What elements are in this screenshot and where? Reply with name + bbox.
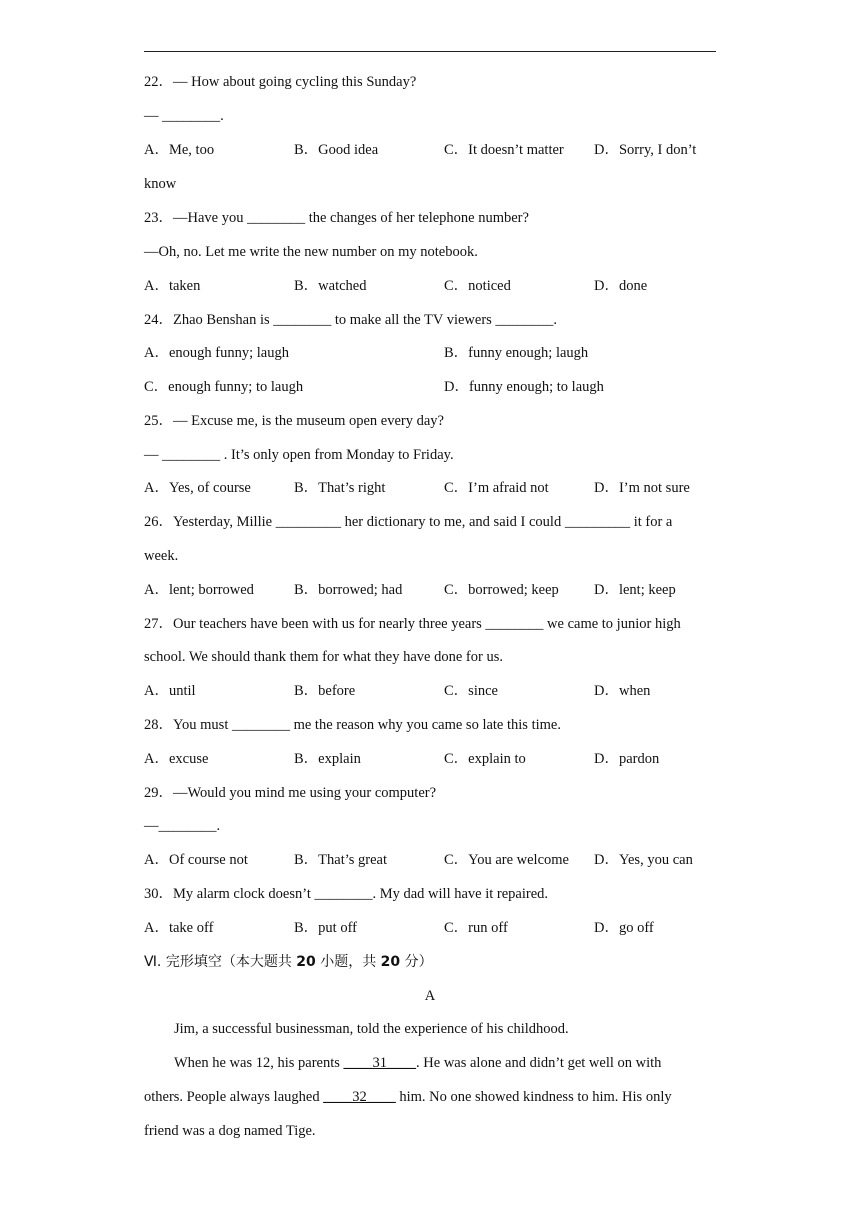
option-a: A．Me, too xyxy=(144,142,215,158)
option-c: C．I’m afraid not xyxy=(444,480,549,496)
option-b: B．Good idea xyxy=(294,142,379,158)
option-b: B．funny enough; laugh xyxy=(444,345,589,361)
passage-label: A xyxy=(424,988,436,1004)
option-c: C．run off xyxy=(444,920,508,936)
option-b: B．borrowed; had xyxy=(294,582,403,598)
question-22-answer-line: — ________. xyxy=(144,108,224,124)
question-29-answer-line: —________. xyxy=(144,818,221,834)
option-c: C．enough funny; to laugh xyxy=(144,379,304,395)
passage-line-3 xyxy=(144,1087,672,1107)
blank-32: ____32____ xyxy=(323,1089,396,1105)
option-d: D．go off xyxy=(594,920,654,936)
question-23-answer-line: —Oh, no. Let me write the new number on my notebook. xyxy=(144,244,478,260)
option-d: D．pardon xyxy=(594,751,660,767)
question-26-stem-continued: week. xyxy=(144,548,179,564)
option-b: B．put off xyxy=(294,920,357,936)
option-a: A．Of course not xyxy=(144,852,248,868)
option-a: A．take off xyxy=(144,920,214,936)
question-25-stem: 25．— Excuse me, is the museum open every day? xyxy=(144,413,444,429)
blank-31: ____31____ xyxy=(343,1055,417,1071)
option-a: A．lent; borrowed xyxy=(144,582,254,598)
option-a: A．Yes, of course xyxy=(144,480,251,496)
option-c: C．noticed xyxy=(444,278,511,294)
passage-paragraph-1: Jim, a successful businessman, told the experience of his childhood. xyxy=(174,1021,569,1037)
option-a: A．taken xyxy=(144,278,201,294)
section-count: 20 xyxy=(296,954,316,970)
option-d: D．done xyxy=(594,278,648,294)
section-score: 20 xyxy=(380,954,401,970)
question-30-stem: 30．My alarm clock doesn’t ________. My dad will have it repaired. xyxy=(144,886,549,902)
question-28-stem: 28．You must ________ me the reason why you came so late this time. xyxy=(144,717,561,733)
passage-text: others. People always laughed xyxy=(144,1089,324,1105)
section-heading xyxy=(144,952,433,972)
passage-line-4: friend was a dog named Tige. xyxy=(144,1123,316,1139)
option-d: D．lent; keep xyxy=(594,582,676,598)
question-29-stem: 29．—Would you mind me using your computer? xyxy=(144,785,437,801)
question-22-stem: 22．— How about going cycling this Sunday? xyxy=(144,74,417,90)
option-d: D．Yes, you can xyxy=(594,852,693,868)
question-22-option-d-continued: know xyxy=(144,176,177,192)
question-27-stem: 27．Our teachers have been with us for nearly three years ________ we came to junior high xyxy=(144,616,681,632)
option-a: A．excuse xyxy=(144,751,209,767)
option-d: D．funny enough; to laugh xyxy=(444,379,604,395)
option-a: A．enough funny; laugh xyxy=(144,345,289,361)
option-c: C．It doesn’t matter xyxy=(444,142,564,158)
passage-paragraph-2 xyxy=(174,1053,661,1073)
option-b: B．That’s great xyxy=(294,852,388,868)
passage-text: . He was alone and didn’t get well on with xyxy=(416,1055,662,1071)
passage-text: When he was 12, his parents xyxy=(174,1055,344,1071)
option-d: D．I’m not sure xyxy=(594,480,690,496)
question-24-stem: 24．Zhao Benshan is ________ to make all the TV viewers ________. xyxy=(144,312,558,328)
option-d: D．when xyxy=(594,683,651,699)
option-b: B．before xyxy=(294,683,356,699)
question-26-stem: 26．Yesterday, Millie _________ her dictionary to me, and said I could _________ it for a xyxy=(144,514,673,530)
question-25-answer-line: — ________ . It’s only open from Monday to Friday. xyxy=(144,447,454,463)
section-prefix: Ⅵ. 完形填空（本大题共 xyxy=(144,954,297,970)
passage-text: him. No one showed kindness to him. His only xyxy=(395,1089,672,1105)
option-c: C．You are welcome xyxy=(444,852,569,868)
option-b: B．That’s right xyxy=(294,480,386,496)
option-c: C．since xyxy=(444,683,498,699)
option-c: C．explain to xyxy=(444,751,526,767)
header-rule xyxy=(144,51,716,52)
question-23-stem: 23．—Have you ________ the changes of her telephone number? xyxy=(144,210,529,226)
section-suffix: 分） xyxy=(400,954,433,970)
option-a: A．until xyxy=(144,683,196,699)
option-b: B．watched xyxy=(294,278,367,294)
option-b: B．explain xyxy=(294,751,361,767)
question-27-stem-continued: school. We should thank them for what they have done for us. xyxy=(144,649,503,665)
option-d: D．Sorry, I don’t xyxy=(594,142,697,158)
section-middle: 小题，共 xyxy=(315,954,381,970)
option-c: C．borrowed; keep xyxy=(444,582,559,598)
